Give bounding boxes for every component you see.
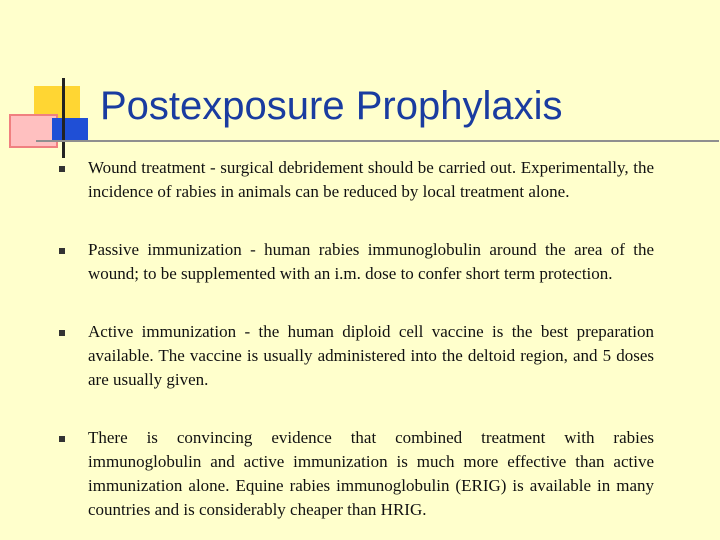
bullet-term: Wound treatment [88, 158, 206, 177]
slide-title: Postexposure Prophylaxis [100, 84, 563, 128]
bullet-term: Active immunization [88, 322, 237, 341]
decor-blue-rectangle [52, 118, 88, 140]
bullet-item-wound-treatment [58, 156, 654, 204]
square-bullet-icon [59, 248, 65, 254]
square-bullet-icon [59, 330, 65, 336]
square-bullet-icon [59, 436, 65, 442]
title-divider-line [36, 140, 719, 142]
bullet-item-active-immunization [58, 320, 654, 392]
bullet-text: - human rabies immunoglobulin around the area of the wound; to be supplemented with an i.m. dose to confer short term protection. [88, 240, 654, 283]
bullet-text: - surgical debridement should be carried out. Experimentally, the incidence of rabies in animals can be reduced by local treatment alone. [88, 158, 654, 201]
bullet-item-combined-treatment [58, 426, 654, 522]
bullet-text: There is convincing evidence that combined treatment with rabies immunoglobulin and active immunization is much more effective than active immunization alone. Equine rabies immunoglobulin (ERIG) is available in many countries and is considerably cheaper than HRIG. [88, 428, 654, 519]
bullet-term: Passive immunization [88, 240, 242, 259]
square-bullet-icon [59, 166, 65, 172]
bullet-text: - the human diploid cell vaccine is the best preparation available. The vaccine is usually administered into the deltoid region, and 5 doses are usually given. [88, 322, 654, 389]
bullet-list [58, 156, 654, 522]
bullet-item-passive-immunization [58, 238, 654, 286]
decor-vertical-line [62, 78, 65, 158]
decor-red-rectangle [9, 114, 58, 148]
